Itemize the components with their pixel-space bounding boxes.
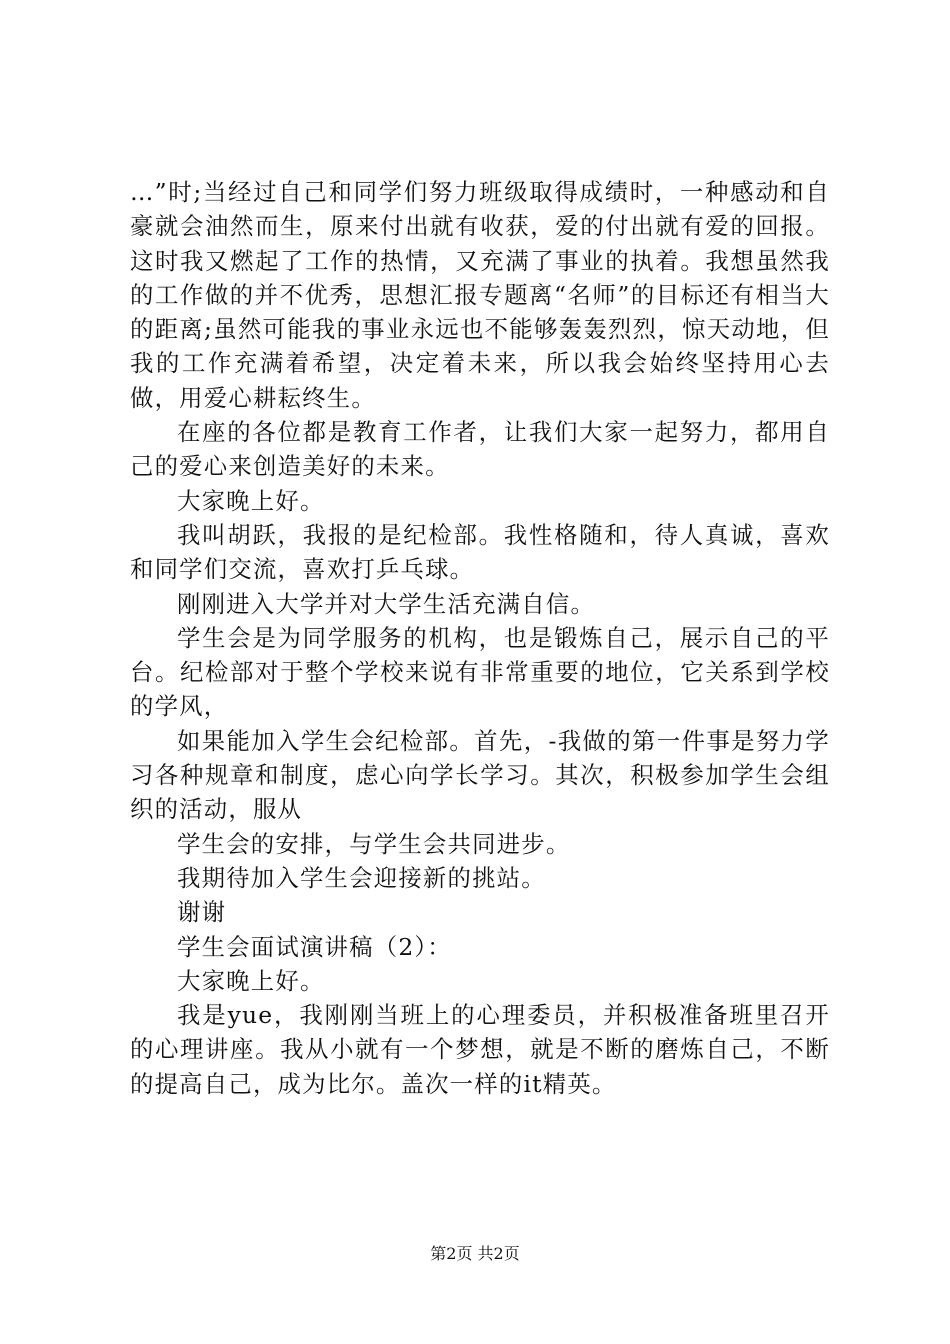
- document-body: [130, 175, 830, 1101]
- paragraph-5: 刚刚进入大学并对大学生活充满自信。: [177, 589, 596, 618]
- page-number-label: 第2页 共2页: [430, 1244, 520, 1263]
- paragraph-10: 谢谢: [177, 898, 227, 927]
- paragraph-11: 学生会面试演讲稿（2）：: [177, 932, 452, 961]
- page-footer: [0, 1244, 950, 1264]
- paragraph-9: 我期待加入学生会迎接新的挑站。: [177, 863, 546, 892]
- paragraph-8: 学生会的安排，与学生会共同进步。: [177, 829, 571, 858]
- paragraph-13: 我是yue，我刚刚当班上的心理委员，并积极准备班里召开的心理讲座。我从小就有一个梦想，就是不断的磨炼自己，不断的提高自己，成为比尔。盖次一样的it精英。: [130, 1001, 830, 1098]
- paragraph-7: 如果能加入学生会纪检部。首先，-我做的第一件事是努力学习各种规章和制度，虑心向学长学习。其次，积极参加学生会组织的活动，服从: [130, 726, 830, 824]
- paragraph-3: 大家晚上好。: [177, 486, 325, 515]
- paragraph-2: 在座的各位都是教育工作者，让我们大家一起努力，都用自己的爱心来创造美好的未来。: [130, 418, 830, 481]
- paragraph-12: 大家晚上好。: [177, 966, 325, 995]
- paragraph-1: …”时;当经过自己和同学们努力班级取得成绩时，一种感动和自豪就会油然而生，原来付出就有收获，爱的付出就有爱的回报。这时我又燃起了工作的热情，又充满了事业的执着。我想虽然我的工作做的并不优秀，思想汇报专题离“名师”的目标还有相当大的距离;虽然可能我的事业永远也不能够轰轰烈烈，惊天动地，但我的工作充满着希望，决定着未来，所以我会始终坚持用心去做，用爱心耕耘终生。: [130, 178, 830, 412]
- paragraph-4: 我叫胡跃，我报的是纪检部。我性格随和，待人真诚，喜欢和同学们交流，喜欢打乒乓球。: [130, 520, 830, 584]
- paragraph-6: 学生会是为同学服务的机构，也是锻炼自己，展示自己的平台。纪检部对于整个学校来说有非常重要的地位，它关系到学校的学风，: [130, 623, 830, 721]
